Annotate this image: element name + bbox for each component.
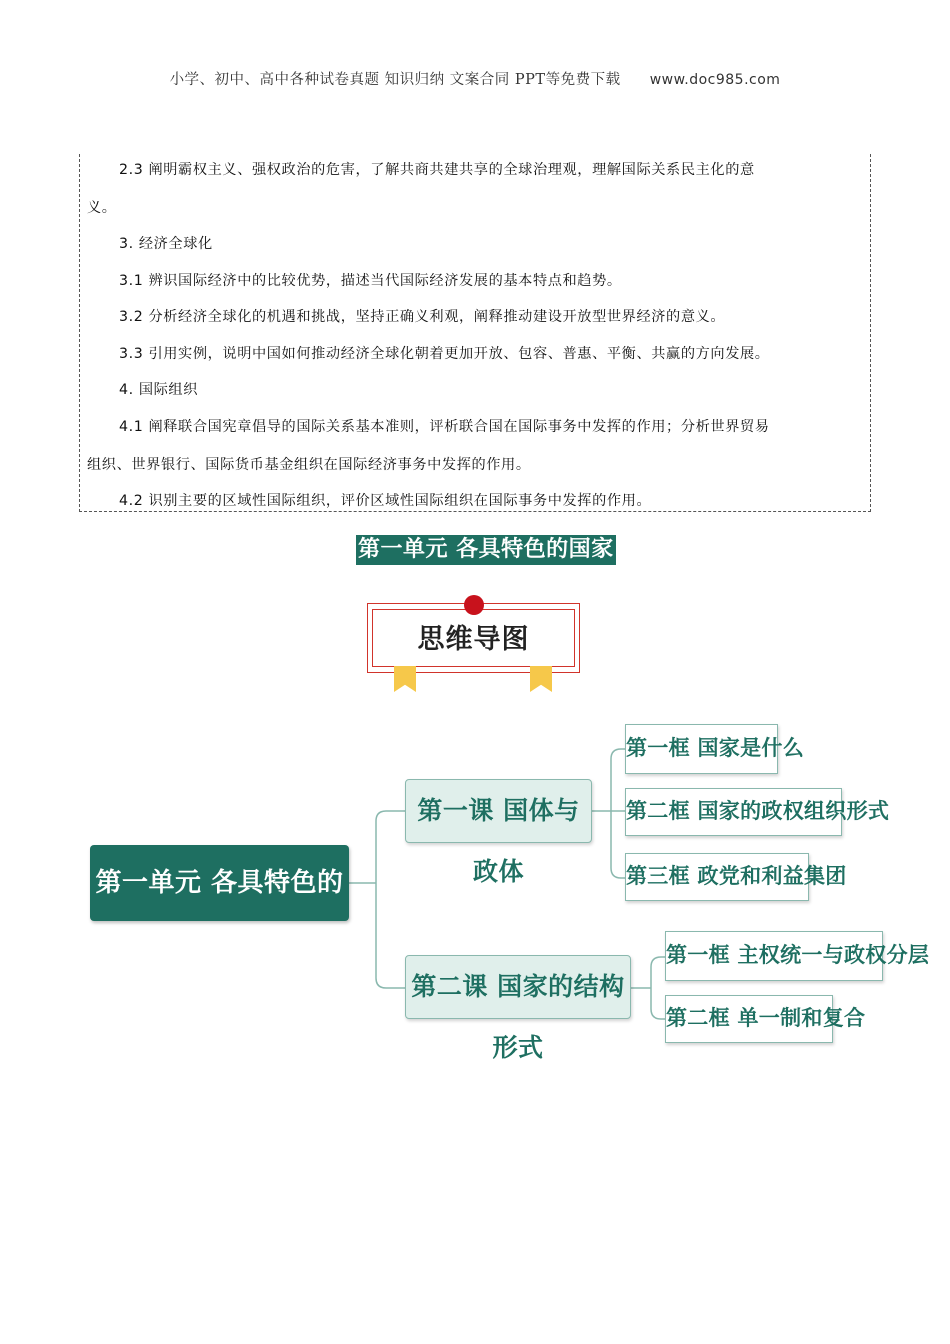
lesson2-node: 第二课 国家的结构形式 <box>405 955 631 1019</box>
header-text: 小学、初中、高中各种试卷真题 知识归纳 文案合同 PPT等免费下载 <box>169 72 621 88</box>
header-site: www.doc985.com <box>649 72 781 88</box>
lesson2-frame2: 第二框 单一制和复合 <box>665 995 833 1043</box>
standard-line: 4.1 阐释联合国宪章倡导的国际关系基本准则，评析联合国在国际事务中发挥的作用；分析世界贸易 <box>119 419 770 435</box>
standard-line: 4.2 识别主要的区域性国际组织，评价区域性国际组织在国际事务中发挥的作用。 <box>119 493 652 509</box>
standard-line: 组织、世界银行、国际货币基金组织在国际经济事务中发挥的作用。 <box>87 457 531 473</box>
mindmap-root: 第一单元 各具特色的国家 <box>90 845 349 921</box>
lesson1-frame1: 第一框 国家是什么 <box>625 724 778 774</box>
badge-label: 思维导图 <box>417 624 530 655</box>
lesson1-frame2: 第二框 国家的政权组织形式 <box>625 788 842 836</box>
unit-title: 第一单元 各具特色的国家 <box>356 535 616 565</box>
standard-line: 2.3 阐明霸权主义、强权政治的危害，了解共商共建共享的全球治理观，理解国际关系民主化的意 <box>119 162 755 178</box>
standard-line: 3.2 分析经济全球化的机遇和挑战，坚持正确义利观，阐释推动建设开放型世界经济的意义。 <box>119 309 726 325</box>
lesson2-frame1: 第一框 主权统一与政权分层 <box>665 931 883 981</box>
standard-heading: 4. 国际组织 <box>119 382 198 398</box>
standard-line: 义。 <box>87 200 117 216</box>
standard-line: 3.3 引用实例，说明中国如何推动经济全球化朝着更加开放、包容、普惠、平衡、共赢的方向发展。 <box>119 346 770 362</box>
lesson1-node: 第一课 国体与政体 <box>405 779 592 843</box>
lesson1-frame3: 第三框 政党和利益集团 <box>625 853 809 901</box>
standard-line: 3.1 辨识国际经济中的比较优势，描述当代国际经济发展的基本特点和趋势。 <box>119 273 622 289</box>
standard-heading: 3. 经济全球化 <box>119 236 213 252</box>
